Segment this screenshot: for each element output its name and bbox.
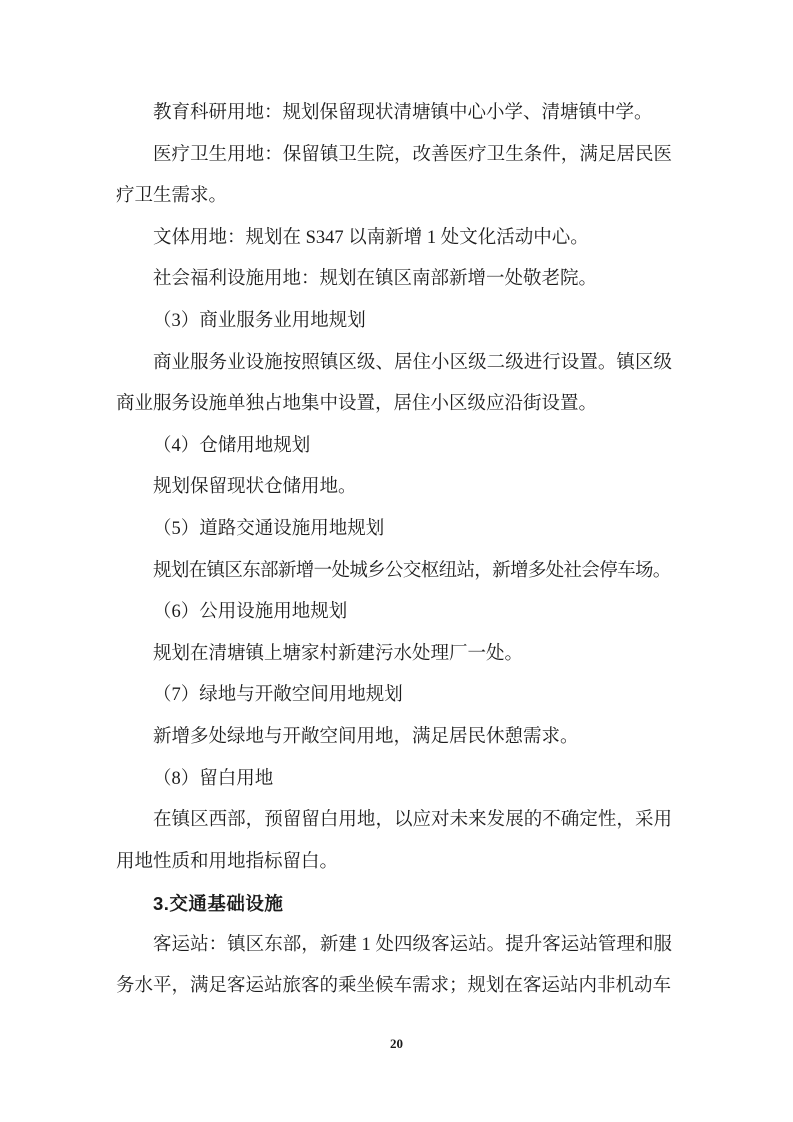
document-body bbox=[116, 93, 672, 1008]
subheading-warehouse-land: （4）仓储用地规划 bbox=[153, 435, 311, 456]
subheading-road-transport-land: （5）道路交通设施用地规划 bbox=[153, 518, 385, 539]
subheading-reserved-land: （8）留白用地 bbox=[153, 768, 274, 789]
para-sewage-plant: 规划在清塘镇上塘家村新建污水处理厂一处。 bbox=[153, 643, 524, 664]
subheading-green-space-land: （7）绿地与开敞空间用地规划 bbox=[153, 685, 403, 706]
para-green-space: 新增多处绿地与开敞空间用地，满足居民休憩需求。 bbox=[153, 726, 579, 747]
para-commercial-facilities: 商业服务业设施按照镇区级、居住小区级二级进行设置。镇区级商业服务设施单独占地集中设置，居住小区级应沿街设置。 bbox=[116, 352, 672, 415]
para-warehouse-retain: 规划保留现状仓储用地。 bbox=[153, 477, 357, 498]
page-number: 20 bbox=[390, 1036, 403, 1051]
para-culture-sports-land: 文体用地：规划在 S347 以南新增 1 处文化活动中心。 bbox=[153, 227, 589, 248]
para-medical-health-land: 医疗卫生用地：保留镇卫生院，改善医疗卫生条件，满足居民医疗卫生需求。 bbox=[116, 144, 672, 207]
para-reserved-land: 在镇区西部，预留留白用地，以应对未来发展的不确定性，采用用地性质和用地指标留白。 bbox=[116, 810, 672, 872]
para-education-research-land: 教育科研用地：规划保留现状清塘镇中心小学、清塘镇中学。 bbox=[153, 103, 653, 123]
para-transit-hub: 规划在镇区东部新增一处城乡公交枢纽站，新增多处社会停车场。 bbox=[153, 560, 671, 581]
subheading-utility-land: （6）公用设施用地规划 bbox=[153, 602, 348, 623]
para-passenger-station: 客运站：镇区东部，新建 1 处四级客运站。提升客运站管理和服务水平，满足客运站旅客的乘坐候车需求；规划在客运站内非机动车 bbox=[116, 934, 672, 997]
subheading-commercial-land: （3）商业服务业用地规划 bbox=[153, 310, 366, 331]
section-heading-transport-infrastructure: 3.交通基础设施 bbox=[153, 893, 284, 915]
para-social-welfare-land: 社会福利设施用地：规划在镇区南部新增一处敬老院。 bbox=[153, 269, 598, 290]
